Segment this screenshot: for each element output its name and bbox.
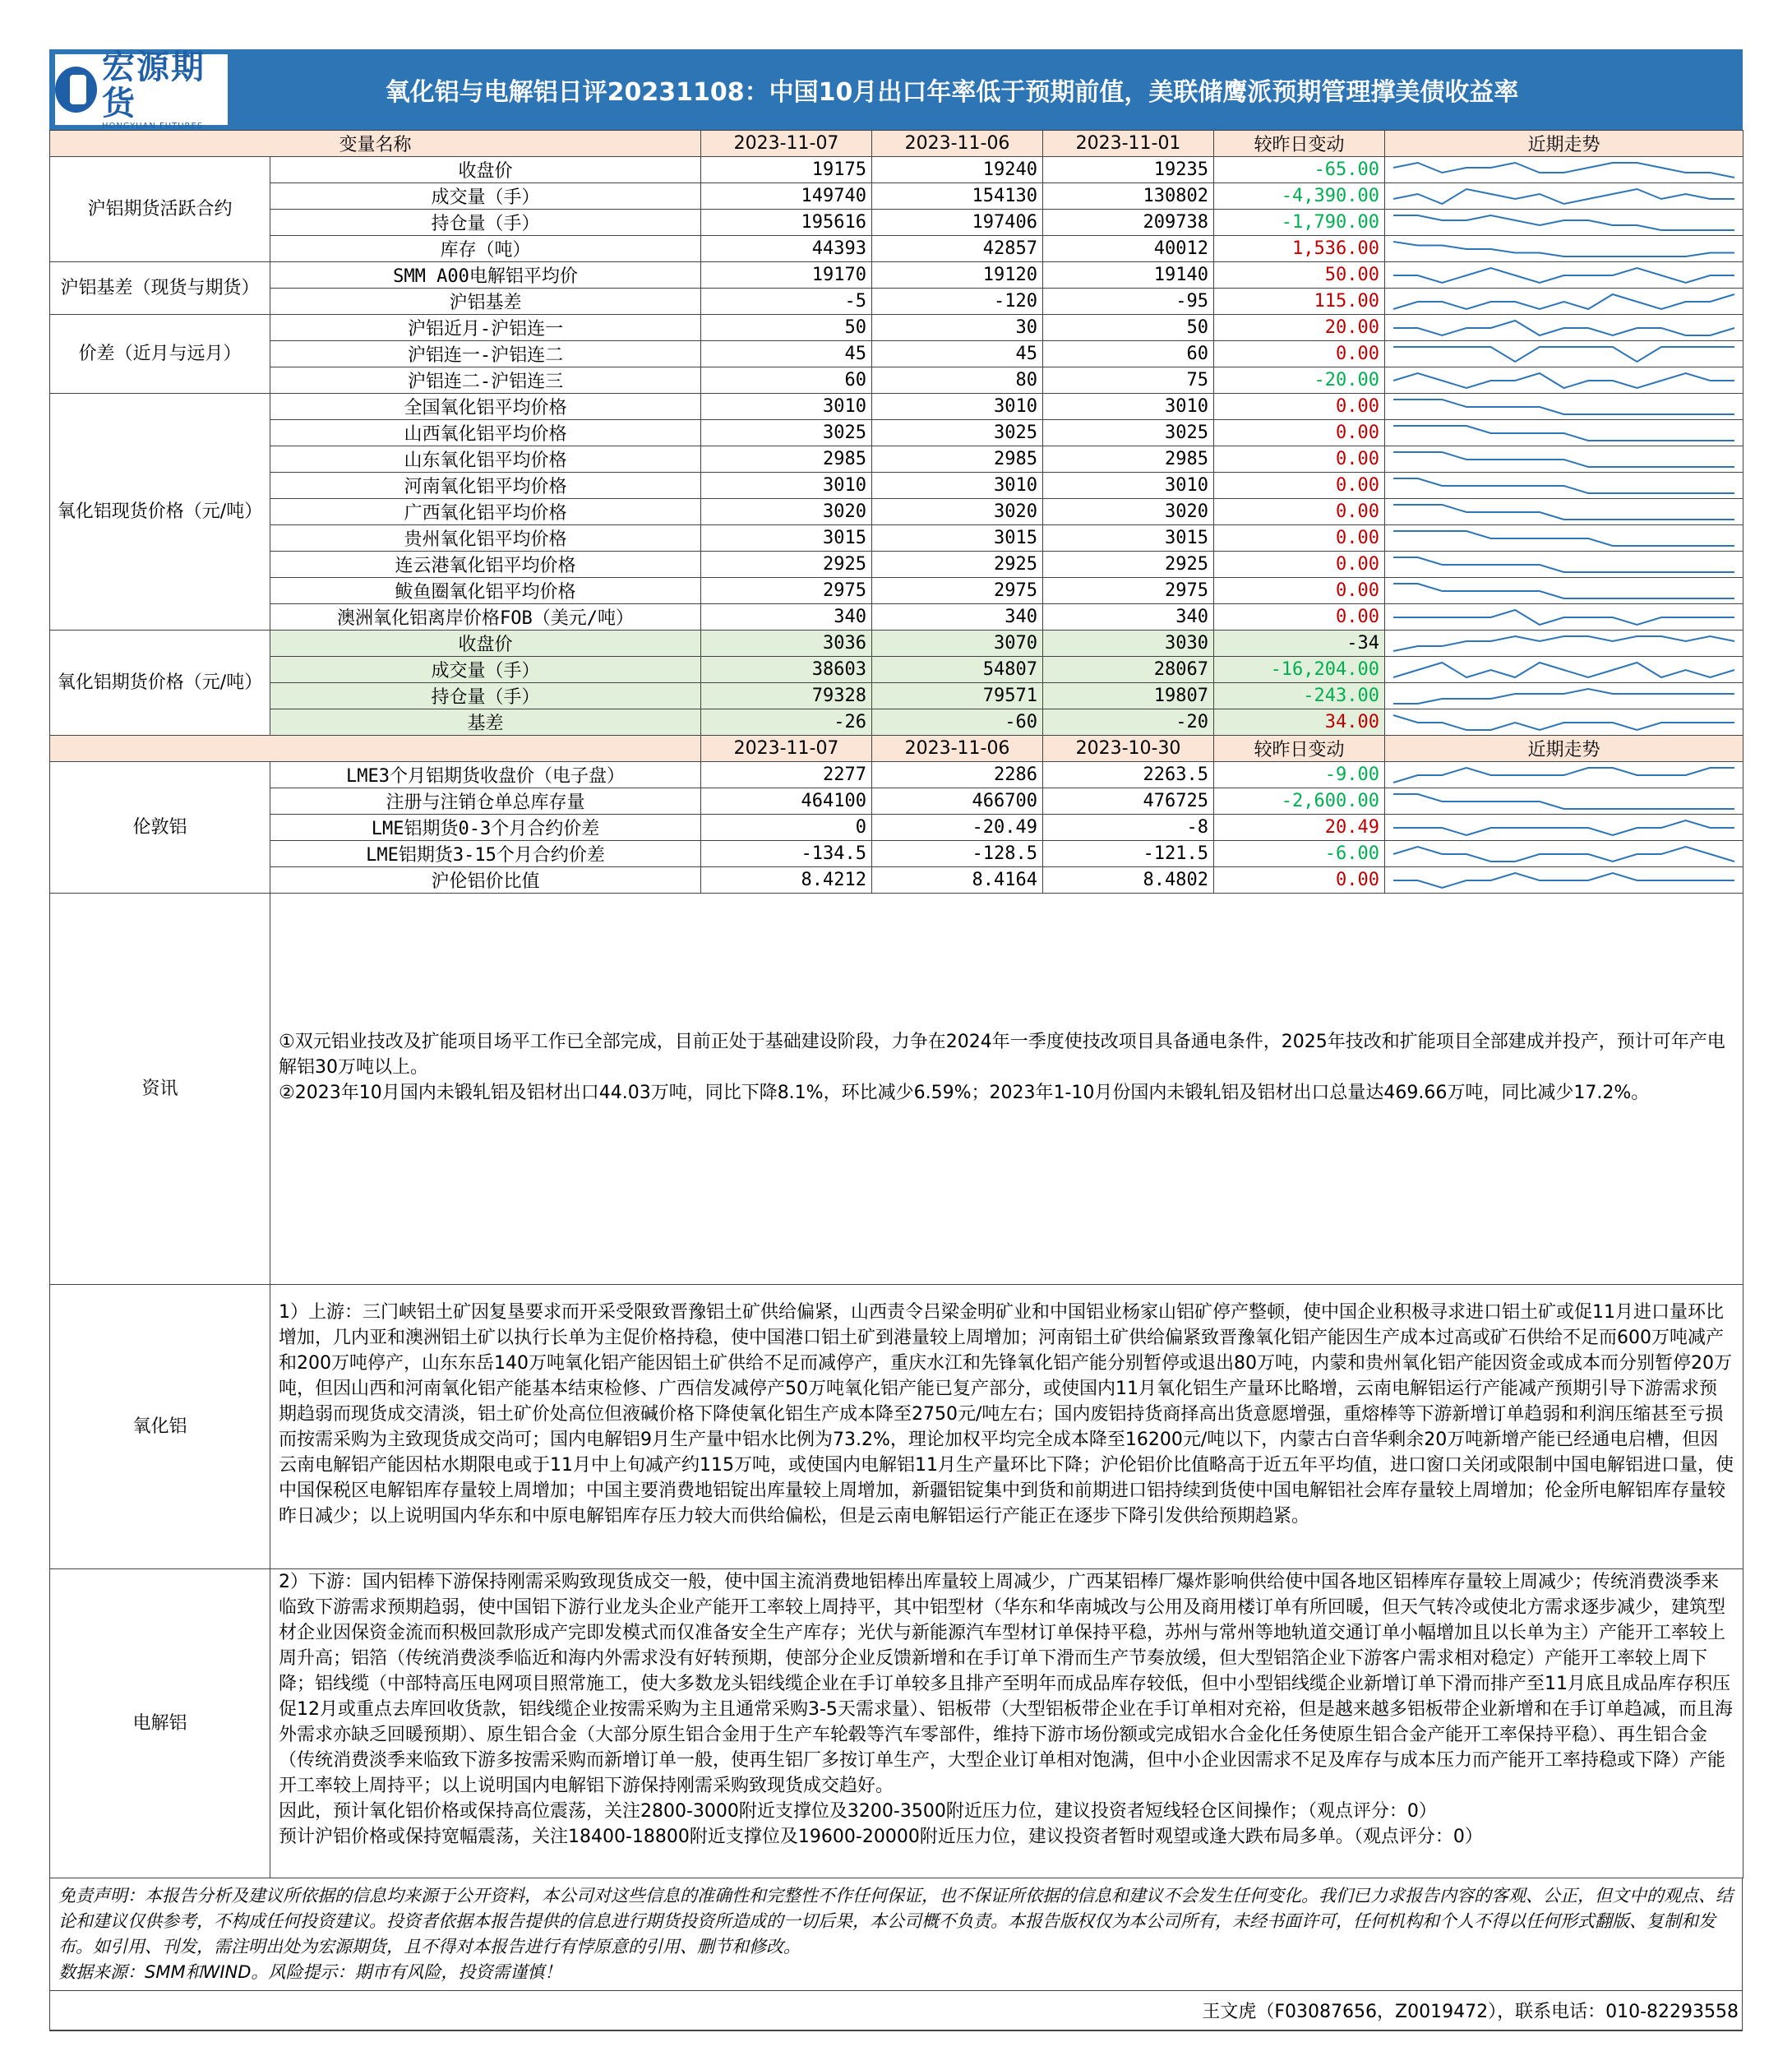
trend-sparkline [1385, 867, 1744, 894]
variable-name: 沪铝连二-沪铝连三 [270, 367, 701, 394]
sparkline-chart [1390, 265, 1738, 286]
value-cell: 79328 [701, 683, 872, 709]
table-row [50, 367, 1744, 394]
value-cell: 3020 [872, 499, 1043, 525]
change-cell: -9.00 [1214, 762, 1385, 788]
value-cell: 60 [701, 367, 872, 394]
change-cell: 20.49 [1214, 815, 1385, 841]
trend-sparkline [1385, 157, 1744, 183]
variable-name: 澳洲氧化铝离岸价格FOB（美元/吨） [270, 604, 701, 631]
value-cell: 2925 [701, 552, 872, 578]
data-table [49, 130, 1744, 1878]
variable-name: 沪铝近月-沪铝连一 [270, 315, 701, 341]
header-cell: 较昨日变动 [1214, 736, 1385, 762]
sparkline-chart [1390, 501, 1738, 523]
value-cell: 3015 [872, 525, 1043, 552]
sparkline-series [1393, 400, 1734, 414]
value-cell: 19175 [701, 157, 872, 183]
variable-name: 鲅鱼圈氧化铝平均价格 [270, 578, 701, 604]
value-cell: 45 [872, 341, 1043, 367]
value-cell: 2263.5 [1043, 762, 1214, 788]
value-cell: -95 [1043, 289, 1214, 315]
change-cell: -1,790.00 [1214, 210, 1385, 236]
section-paragraph: 1）上游：三门峡铝土矿因复垦要求而开采受限致晋豫铝土矿供给偏紧，山西责令吕梁金明矿业和中国铝业杨家山铝矿停产整顿，使中国企业积极寻求进口铝土矿或促11月进口量环比增加，几内亚和澳洲铝土矿以执行长单为主促价格持稳，使中国港口铝土矿到港量较上周增加；河南铝土矿供给偏紧致晋豫氧化铝产能因生产成本过高或矿石供给不足而600万吨减产和200万吨停产，山东东岳140万吨氧化铝产能因铝土矿供给不足而减停产，重庆水江和先锋氧化铝产能分别暂停或退出80万吨，内蒙和贵州氧化铝产能因资金或成本而分别暂停20万吨，但因山西和河南氧化铝产能基本结束检修、广西信发减停产50万吨氧化铝产能已复产部分，或使国内11月氧化铝生产量环比略增，云南电解铝运行产能减产预期引导下游需求预期趋弱而现货成交清淡，铝土矿价处高位但液碱价格下降使氧化铝生产成本降至2750元/吨左右；国内废铝持货商择高出货意愿增强，重熔棒等下游新增订单趋弱和利润压缩甚至亏损而按需采购为主致现货成交尚可；国内电解铝9月生产量中铝水比例为73.2%，理论加权平均完全成本降至16200元/吨以下，内蒙古白音华剩余20万吨新增产能已经通电启槽，但因云南电解铝产能因枯水期限电或于11月中上旬减产约115万吨，或使国内电解铝11月生产量环比下降；沪伦铝价比值略高于近五年平均值，进口窗口关闭或限制中国电解铝进口量，使中国保税区电解铝库存量较上周增加；中国主要消费地铝锭出库量较上周增加，新疆铝锭集中到货和前期进口铝持续到货使中国电解铝社会库存量较上周增加；伦金所电解铝库存量较昨日减少；以上说明国内华东和中原电解铝库存压力较大而供给偏松，但是云南电解铝运行产能正在逐步下降引发供给预期趋紧。 [279, 1302, 1734, 1527]
sparkline-series [1393, 268, 1734, 283]
table-row [50, 604, 1744, 631]
value-cell: 3070 [872, 631, 1043, 657]
header-cell: 2023-11-01 [1043, 131, 1214, 157]
value-cell: 2286 [872, 762, 1043, 788]
value-cell: 45 [701, 341, 872, 367]
trend-sparkline [1385, 420, 1744, 446]
value-cell: 340 [872, 604, 1043, 631]
sparkline-chart [1390, 633, 1738, 654]
table-header-row [50, 131, 1744, 157]
value-cell: -134.5 [701, 841, 872, 867]
value-cell: 340 [701, 604, 872, 631]
change-cell: 0.00 [1214, 420, 1385, 446]
section-paragraph: ②2023年10月国内未锻轧铝及铝材出口44.03万吨，同比下降8.1%，环比减少6.59%；2023年1-10月份国内未锻轧铝及铝材出口总量达469.66万吨，同比减少17.2%。 [279, 1083, 1650, 1103]
table-row [50, 394, 1744, 420]
value-cell: 476725 [1043, 788, 1214, 815]
value-cell: 80 [872, 367, 1043, 394]
sparkline-chart [1390, 843, 1738, 865]
disclaimer-block [49, 1878, 1743, 1991]
sparkline-series [1393, 610, 1734, 625]
section-text [270, 894, 1744, 1285]
variable-name: LME3个月铝期货收盘价（电子盘） [270, 762, 701, 788]
sparkline-series [1393, 452, 1734, 467]
header-cell: 2023-10-30 [1043, 736, 1214, 762]
variable-name: 沪铝基差 [270, 289, 701, 315]
sparkline-series [1393, 663, 1734, 677]
value-cell: 19140 [1043, 262, 1214, 289]
value-cell: 149740 [701, 183, 872, 210]
variable-name: 沪铝连一-沪铝连二 [270, 341, 701, 367]
table-row [50, 236, 1744, 262]
table-row [50, 867, 1744, 894]
sparkline-chart [1390, 291, 1738, 312]
trend-sparkline [1385, 210, 1744, 236]
trend-sparkline [1385, 709, 1744, 736]
sparkline-chart [1390, 791, 1738, 812]
trend-sparkline [1385, 683, 1744, 709]
value-cell: 3015 [1043, 525, 1214, 552]
sparkline-series [1393, 689, 1734, 704]
trend-sparkline [1385, 315, 1744, 341]
table-row [50, 578, 1744, 604]
trend-sparkline [1385, 499, 1744, 525]
value-cell: 2925 [1043, 552, 1214, 578]
value-cell: -120 [872, 289, 1043, 315]
change-cell: 1,536.00 [1214, 236, 1385, 262]
table-row [50, 420, 1744, 446]
value-cell: -20 [1043, 709, 1214, 736]
disclaimer-text: 免责声明：本报告分析及建议所依据的信息均来源于公开资料，本公司对这些信息的准确性和完整性不作任何保证，也不保证所依据的信息和建议不会发生任何变化。我们已力求报告内容的客观、公正，但文中的观点、结论和建议仅供参考，不构成任何投资建议。投资者依据本报告提供的信息进行期货投资所造成的一切后果，本公司概不负责。本报告版权仅为本公司所有，未经书面许可，任何机构和个人不得以任何形式翻版、复制和发布。如引用、刊发，需注明出处为宏源期货，且不得对本报告进行有悖原意的引用、删节和修改。 [58, 1886, 1733, 1956]
change-cell: 0.00 [1214, 341, 1385, 367]
change-cell: 0.00 [1214, 578, 1385, 604]
table-row [50, 473, 1744, 499]
value-cell: -128.5 [872, 841, 1043, 867]
sparkline-series [1393, 820, 1734, 835]
logo-icon [55, 67, 97, 113]
sparkline-chart [1390, 317, 1738, 339]
section-paragraph: 2）下游：国内铝棒下游保持刚需采购致现货成交一般，使中国主流消费地铝棒出库量较上周减少，广西某铝棒厂爆炸影响供给使中国各地区铝棒库存量较上周减少；传统消费淡季来临致下游需求预期趋弱，使中国铝下游行业龙头企业产能开工率较上周持平，其中铝型材（华东和华南城改与公用及商用楼订单有所回暖，但天气转冷或使北方需求逐步减少，建筑型材企业因保资金流而积极回款形成产完即发模式而仅准备安全生产库存；光伏与新能源汽车型材订单保持平稳，苏州与常州等地轨道交通订单小幅增加且以长单为主）产能开工率较上周升高；铝箔（传统消费淡季临近和海内外需求没有好转预期，使部分企业反馈新增和在手订单下滑而生产节奏放缓，但大型铝箔企业下游客户需求相对稳定）产能开工率较上周下降；铝线缆（中部特高压电网项目照常施工，使大多数龙头铝线缆企业在手订单较多且排产至明年而成品库存较低，但中小型铝线缆企业新增订单下滑而排产至11月底且成品库存积压促12月或重点去库回收货款，铝线缆企业按需采购为主且通常采购3-5天需求量）、铝板带（大型铝板带企业在手订单相对充裕，但是越来越多铝板带企业新增和在手订单趋减，而且海外需求亦缺乏回暖预期）、原生铝合金（大部分原生铝合金用于生产车轮毂等汽车零部件，维持下游市场份额或完成铝水合金化任务使原生铝合金产能开工率保持平稳）、再生铝合金（传统消费淡季来临致下游多按需采购而新增订单一般，使再生铝厂多按订单生产，大型企业订单相对饱满，但中小企业因需求不足及库存与成本压力而产能开工率持稳或下降）产能开工率较上周持平；以上说明国内电解铝下游保持刚需采购致现货成交趋好。 [279, 1572, 1733, 1796]
change-cell: 0.00 [1214, 394, 1385, 420]
value-cell: -5 [701, 289, 872, 315]
sparkline-chart [1390, 423, 1738, 444]
value-cell: 2975 [701, 578, 872, 604]
sparkline-chart [1390, 370, 1738, 391]
value-cell: 3020 [1043, 499, 1214, 525]
value-cell: 79571 [872, 683, 1043, 709]
value-cell: 3010 [1043, 394, 1214, 420]
value-cell: 3025 [701, 420, 872, 446]
table-row [50, 552, 1744, 578]
trend-sparkline [1385, 473, 1744, 499]
value-cell: 2925 [872, 552, 1043, 578]
value-cell: 466700 [872, 788, 1043, 815]
header-cell: 近期走势 [1385, 736, 1744, 762]
value-cell: 3015 [701, 525, 872, 552]
variable-name: 沪伦铝价比值 [270, 867, 701, 894]
value-cell: 3025 [872, 420, 1043, 446]
value-cell: 28067 [1043, 657, 1214, 683]
section-text [270, 1569, 1744, 1878]
table-row [50, 631, 1744, 657]
sparkline-chart [1390, 817, 1738, 838]
change-cell: 0.00 [1214, 473, 1385, 499]
change-cell: 0.00 [1214, 446, 1385, 473]
value-cell: 154130 [872, 183, 1043, 210]
value-cell: 340 [1043, 604, 1214, 631]
trend-sparkline [1385, 815, 1744, 841]
sparkline-chart [1390, 870, 1738, 891]
value-cell: -121.5 [1043, 841, 1214, 867]
variable-name: LME铝期货3-15个月合约价差 [270, 841, 701, 867]
value-cell: -60 [872, 709, 1043, 736]
change-cell: -243.00 [1214, 683, 1385, 709]
trend-sparkline [1385, 578, 1744, 604]
change-cell: -65.00 [1214, 157, 1385, 183]
value-cell: 50 [701, 315, 872, 341]
sparkline-series [1393, 584, 1734, 598]
value-cell: 44393 [701, 236, 872, 262]
trend-sparkline [1385, 604, 1744, 631]
trend-sparkline [1385, 183, 1744, 210]
table-row [50, 788, 1744, 815]
value-cell: 19240 [872, 157, 1043, 183]
change-cell: 34.00 [1214, 709, 1385, 736]
variable-name: 收盘价 [270, 631, 701, 657]
header-cell: 2023-11-06 [872, 131, 1043, 157]
section-label: 氧化铝 [50, 1285, 270, 1569]
value-cell: 42857 [872, 236, 1043, 262]
table-row [50, 446, 1744, 473]
variable-name: 注册与注销仓单总库存量 [270, 788, 701, 815]
trend-sparkline [1385, 236, 1744, 262]
variable-name: 全国氧化铝平均价格 [270, 394, 701, 420]
table-row [50, 262, 1744, 289]
analyst-contact: 王文虎（F03087656，Z0019472），联系电话：010-82293558 [49, 1991, 1743, 2031]
value-cell: -26 [701, 709, 872, 736]
change-cell: 0.00 [1214, 867, 1385, 894]
sparkline-series [1393, 215, 1734, 230]
sparkline-series [1393, 163, 1734, 178]
sparkline-series [1393, 478, 1734, 493]
value-cell: 2277 [701, 762, 872, 788]
report-header [49, 49, 1743, 130]
company-logo [55, 48, 228, 131]
table-row [50, 525, 1744, 552]
logo-text-cn: 宏源期货 [102, 48, 206, 122]
category-label: 氧化铝现货价格（元/吨） [50, 394, 270, 631]
trend-sparkline [1385, 262, 1744, 289]
table-row [50, 341, 1744, 367]
value-cell: 50 [1043, 315, 1214, 341]
category-label: 伦敦铝 [50, 762, 270, 894]
change-cell: 0.00 [1214, 552, 1385, 578]
section-label: 资讯 [50, 894, 270, 1285]
value-cell: 2985 [872, 446, 1043, 473]
sparkline-chart [1390, 449, 1738, 470]
value-cell: 19170 [701, 262, 872, 289]
trend-sparkline [1385, 788, 1744, 815]
header-cell: 2023-11-07 [701, 131, 872, 157]
value-cell: -20.49 [872, 815, 1043, 841]
sparkline-series [1393, 373, 1734, 388]
section-text [270, 1285, 1744, 1569]
value-cell: 3025 [1043, 420, 1214, 446]
change-cell: 50.00 [1214, 262, 1385, 289]
text-section-row [50, 1285, 1744, 1569]
sparkline-series [1393, 768, 1734, 783]
sparkline-series [1393, 557, 1734, 572]
table-row [50, 657, 1744, 683]
change-cell: 0.00 [1214, 604, 1385, 631]
value-cell: 75 [1043, 367, 1214, 394]
sparkline-chart [1390, 659, 1738, 681]
sparkline-chart [1390, 212, 1738, 233]
variable-name: SMM A00电解铝平均价 [270, 262, 701, 289]
section-label: 电解铝 [50, 1569, 270, 1878]
trend-sparkline [1385, 289, 1744, 315]
value-cell: 3010 [701, 394, 872, 420]
variable-name: 收盘价 [270, 157, 701, 183]
sparkline-chart [1390, 344, 1738, 365]
table-row [50, 815, 1744, 841]
trend-sparkline [1385, 446, 1744, 473]
header-variable-name [50, 736, 701, 762]
table-row [50, 210, 1744, 236]
sparkline-chart [1390, 686, 1738, 707]
change-cell: -20.00 [1214, 367, 1385, 394]
sparkline-chart [1390, 238, 1738, 260]
value-cell: 464100 [701, 788, 872, 815]
value-cell: 8.4164 [872, 867, 1043, 894]
sparkline-chart [1390, 580, 1738, 602]
category-label: 价差（近月与远月） [50, 315, 270, 394]
value-cell: 209738 [1043, 210, 1214, 236]
value-cell: 19807 [1043, 683, 1214, 709]
value-cell: 38603 [701, 657, 872, 683]
trend-sparkline [1385, 394, 1744, 420]
table-row [50, 157, 1744, 183]
category-label: 沪铝基差（现货与期货） [50, 262, 270, 315]
change-cell: -4,390.00 [1214, 183, 1385, 210]
report-title: 氧化铝与电解铝日评20231108：中国10月出口年率低于预期前值，美联储鹰派预期管理撑美债收益率 [385, 78, 1519, 107]
table-header-row [50, 736, 1744, 762]
change-cell: -16,204.00 [1214, 657, 1385, 683]
sparkline-chart [1390, 186, 1738, 207]
section-paragraph: ①双元铝业技改及扩能项目场平工作已全部完成，目前正处于基础建设阶段，力争在2024年一季度使技改项目具备通电条件，2025年技改和扩能项目全部建成并投产，预计可年产电解铝30万吨以上。 [279, 1032, 1725, 1078]
change-cell: -2,600.00 [1214, 788, 1385, 815]
variable-name: 基差 [270, 709, 701, 736]
table-row [50, 183, 1744, 210]
sparkline-series [1393, 294, 1734, 309]
variable-name: 广西氧化铝平均价格 [270, 499, 701, 525]
sparkline-series [1393, 505, 1734, 520]
table-row [50, 499, 1744, 525]
value-cell: 0 [701, 815, 872, 841]
variable-name: 成交量（手） [270, 183, 701, 210]
section-paragraph: 因此，预计氧化铝价格或保持高位震荡，关注2800-3000附近支撑位及3200-3500附近压力位，建议投资者短线轻仓区间操作；（观点评分：0） [279, 1801, 1437, 1822]
header-cell: 2023-11-06 [872, 736, 1043, 762]
data-source-text: 数据来源：SMM和WIND。风险提示：期市有风险，投资需谨慎！ [58, 1962, 562, 1982]
variable-name: 连云港氧化铝平均价格 [270, 552, 701, 578]
header-cell: 2023-11-07 [701, 736, 872, 762]
value-cell: 8.4802 [1043, 867, 1214, 894]
sparkline-series [1393, 715, 1734, 730]
change-cell: 20.00 [1214, 315, 1385, 341]
trend-sparkline [1385, 841, 1744, 867]
logo-text-en: HONGYUAN FUTURES [102, 121, 204, 131]
value-cell: 195616 [701, 210, 872, 236]
variable-name: 成交量（手） [270, 657, 701, 683]
sparkline-chart [1390, 528, 1738, 549]
text-section-row [50, 894, 1744, 1285]
trend-sparkline [1385, 525, 1744, 552]
value-cell: 130802 [1043, 183, 1214, 210]
header-cell: 较昨日变动 [1214, 131, 1385, 157]
value-cell: 2975 [1043, 578, 1214, 604]
trend-sparkline [1385, 657, 1744, 683]
value-cell: 3010 [872, 394, 1043, 420]
table-row [50, 709, 1744, 736]
value-cell: 3010 [1043, 473, 1214, 499]
variable-name: 库存（吨） [270, 236, 701, 262]
value-cell: 197406 [872, 210, 1043, 236]
sparkline-series [1393, 636, 1734, 651]
table-row [50, 762, 1744, 788]
value-cell: 40012 [1043, 236, 1214, 262]
sparkline-series [1393, 873, 1734, 888]
sparkline-chart [1390, 765, 1738, 786]
value-cell: 2975 [872, 578, 1043, 604]
category-label: 沪铝期货活跃合约 [50, 157, 270, 262]
table-row [50, 289, 1744, 315]
value-cell: 30 [872, 315, 1043, 341]
table-row [50, 841, 1744, 867]
section-paragraph: 预计沪铝价格或保持宽幅震荡，关注18400-18800附近支撑位及19600-20000附近压力位，建议投资者暂时观望或逢大跌布局多单。（观点评分：0） [279, 1827, 1483, 1847]
table-row [50, 683, 1744, 709]
change-cell: 115.00 [1214, 289, 1385, 315]
value-cell: 3010 [872, 473, 1043, 499]
sparkline-series [1393, 426, 1734, 441]
value-cell: 3010 [701, 473, 872, 499]
trend-sparkline [1385, 367, 1744, 394]
variable-name: LME铝期货0-3个月合约价差 [270, 815, 701, 841]
sparkline-series [1393, 347, 1734, 362]
trend-sparkline [1385, 341, 1744, 367]
sparkline-series [1393, 847, 1734, 862]
value-cell: -8 [1043, 815, 1214, 841]
value-cell: 3036 [701, 631, 872, 657]
table-row [50, 315, 1744, 341]
variable-name: 山西氧化铝平均价格 [270, 420, 701, 446]
sparkline-chart [1390, 475, 1738, 497]
value-cell: 3020 [701, 499, 872, 525]
header-variable-name: 变量名称 [50, 131, 701, 157]
sparkline-series [1393, 242, 1734, 256]
sparkline-series [1393, 531, 1734, 546]
trend-sparkline [1385, 762, 1744, 788]
sparkline-series [1393, 189, 1734, 204]
sparkline-series [1393, 794, 1734, 809]
value-cell: 8.4212 [701, 867, 872, 894]
text-section-row [50, 1569, 1744, 1878]
trend-sparkline [1385, 631, 1744, 657]
report-frame [49, 49, 1743, 2031]
variable-name: 山东氧化铝平均价格 [270, 446, 701, 473]
sparkline-chart [1390, 712, 1738, 733]
variable-name: 持仓量（手） [270, 210, 701, 236]
category-label: 氧化铝期货价格（元/吨） [50, 631, 270, 736]
trend-sparkline [1385, 552, 1744, 578]
header-cell: 近期走势 [1385, 131, 1744, 157]
variable-name: 持仓量（手） [270, 683, 701, 709]
change-cell: -34 [1214, 631, 1385, 657]
sparkline-chart [1390, 554, 1738, 575]
variable-name: 河南氧化铝平均价格 [270, 473, 701, 499]
value-cell: 60 [1043, 341, 1214, 367]
value-cell: 3030 [1043, 631, 1214, 657]
change-cell: 0.00 [1214, 525, 1385, 552]
value-cell: 54807 [872, 657, 1043, 683]
value-cell: 19235 [1043, 157, 1214, 183]
sparkline-chart [1390, 159, 1738, 181]
variable-name: 贵州氧化铝平均价格 [270, 525, 701, 552]
value-cell: 19120 [872, 262, 1043, 289]
sparkline-chart [1390, 396, 1738, 418]
value-cell: 2985 [1043, 446, 1214, 473]
change-cell: -6.00 [1214, 841, 1385, 867]
change-cell: 0.00 [1214, 499, 1385, 525]
sparkline-chart [1390, 607, 1738, 628]
sparkline-series [1393, 321, 1734, 335]
value-cell: 2985 [701, 446, 872, 473]
